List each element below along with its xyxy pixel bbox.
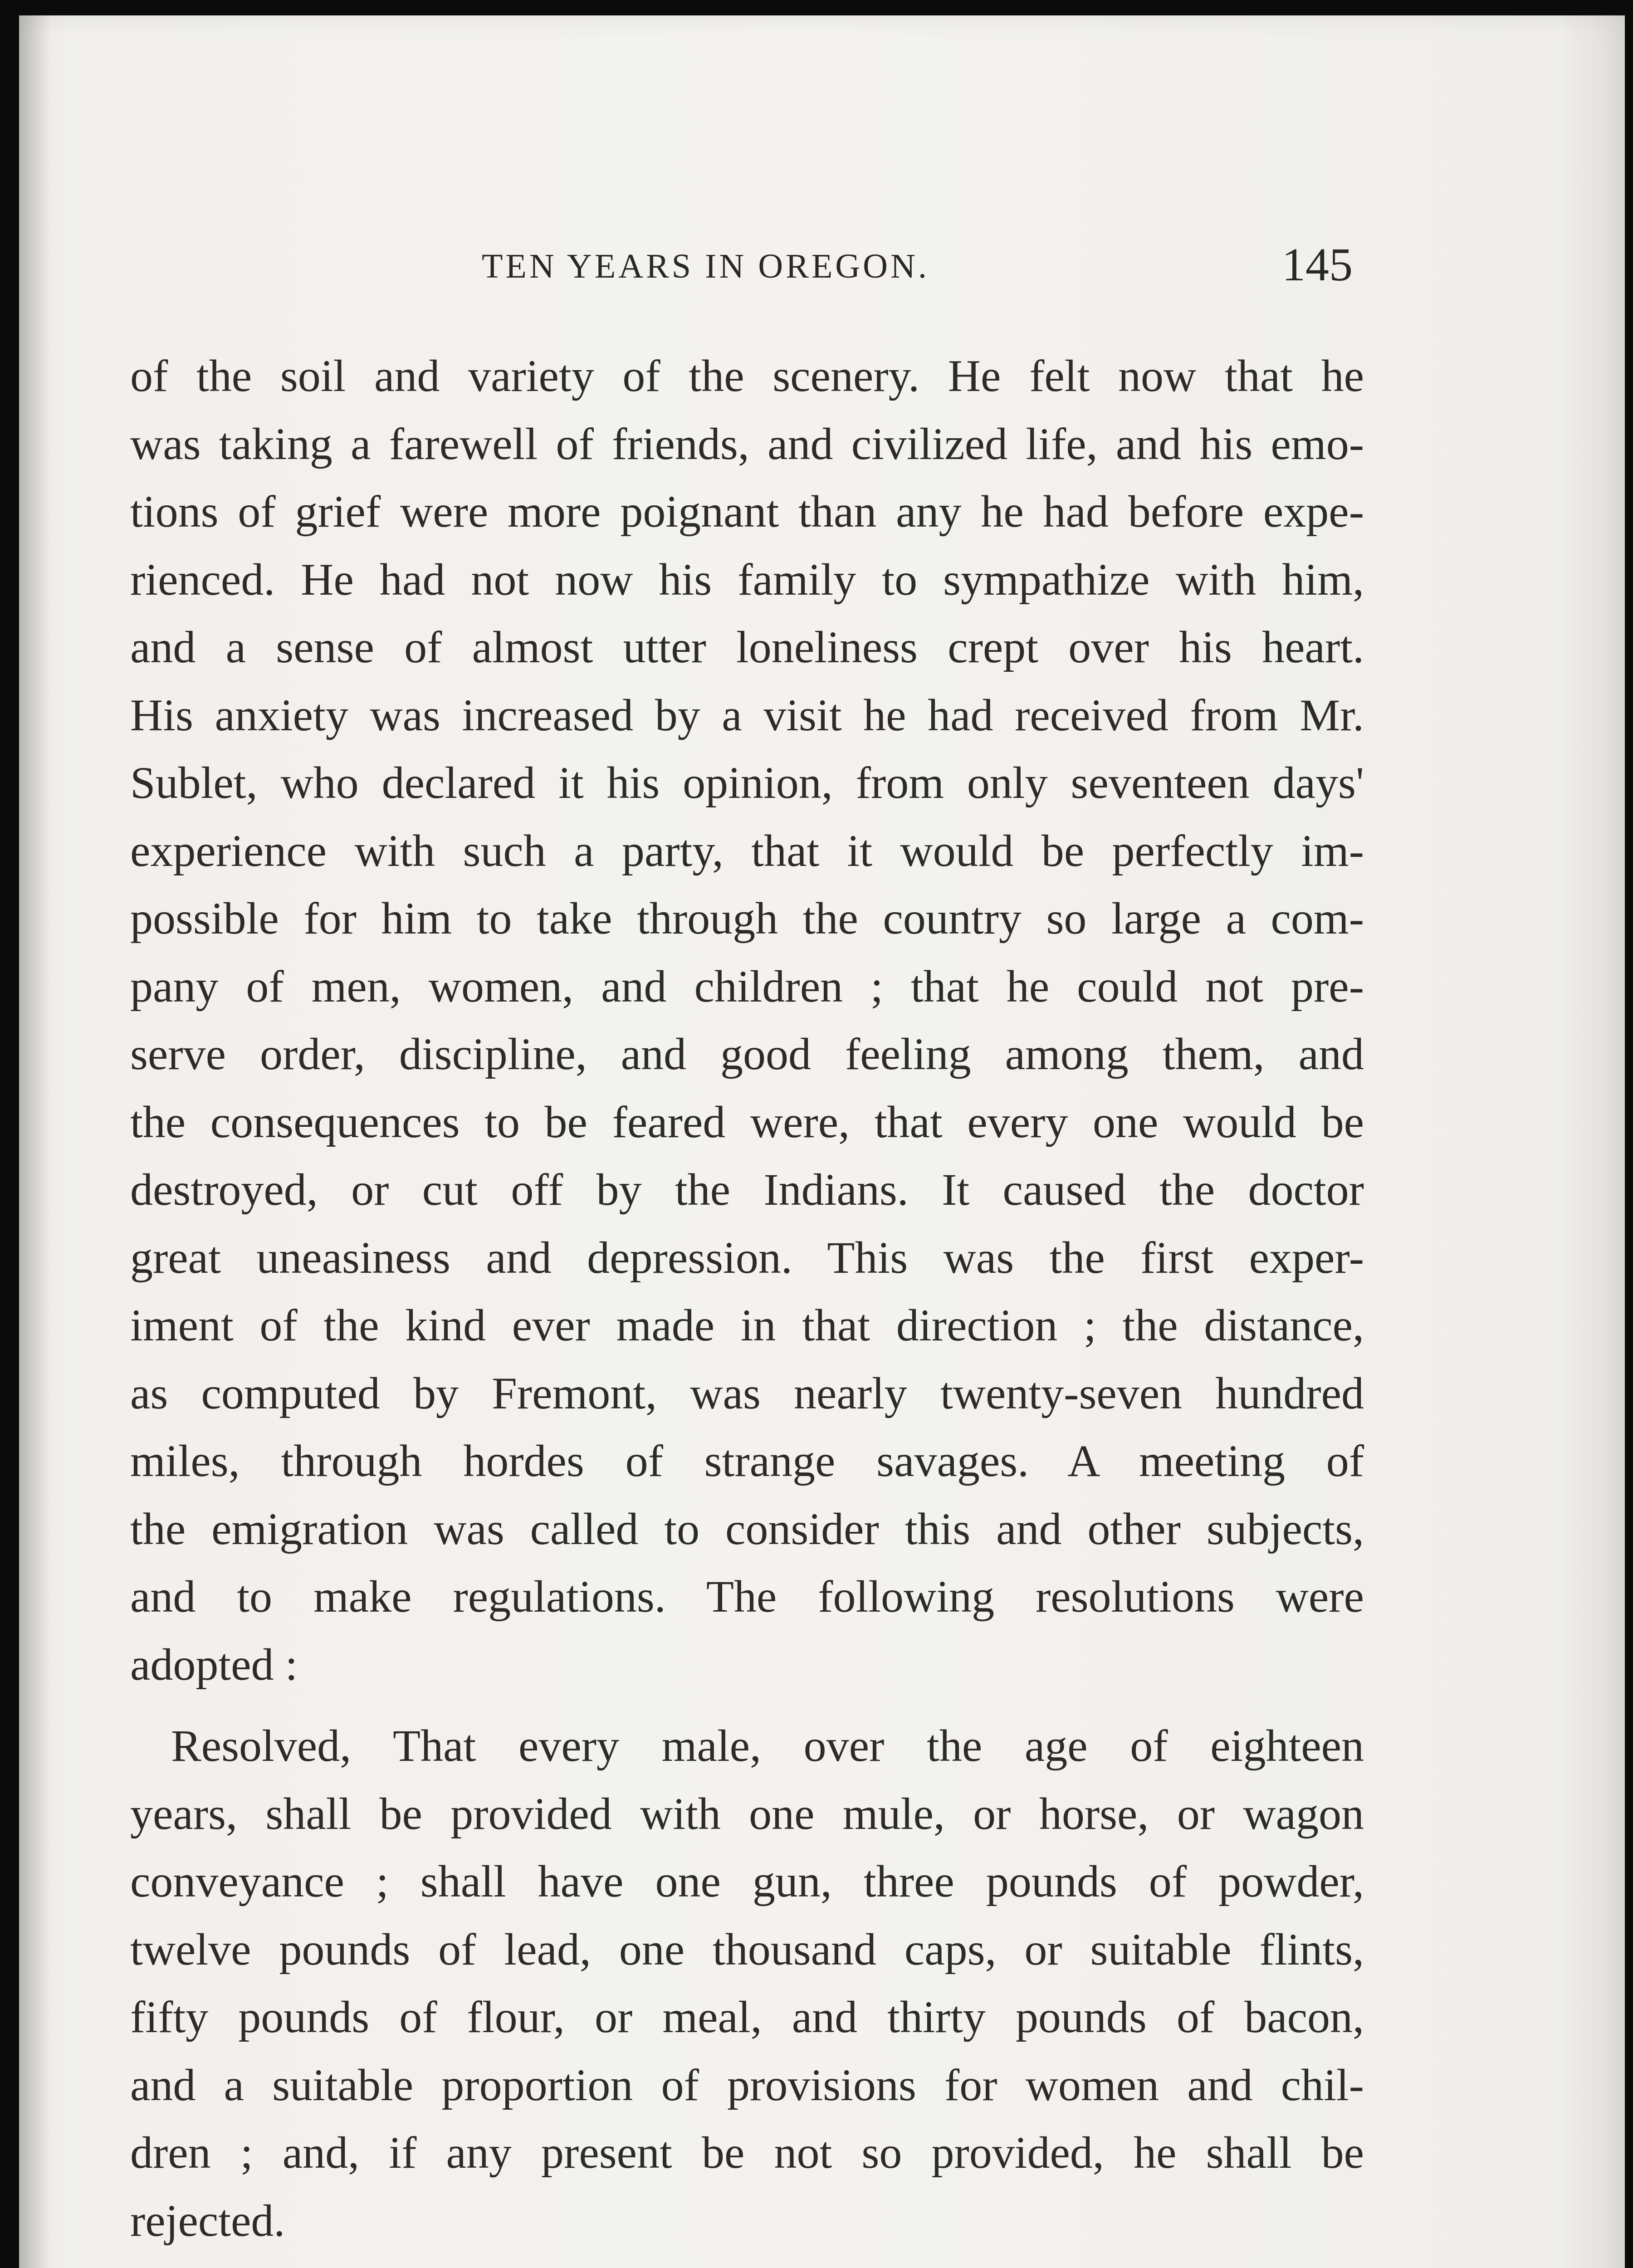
text-line: rejected. xyxy=(130,2195,285,2246)
text-line: tions of grief were more poignant than any he had before expe- xyxy=(130,486,1364,537)
page-number: 145 xyxy=(1282,239,1353,291)
paragraph xyxy=(130,1712,1364,2254)
text-line: experience with such a party, that it would be perfectly im- xyxy=(130,825,1364,876)
paragraph-container xyxy=(130,342,1364,2268)
text-line: fifty pounds of flour, or meal, and thirty pounds of bacon, xyxy=(130,1992,1364,2042)
text-line: of the soil and variety of the scenery. He felt now that he xyxy=(130,351,1364,401)
text-line: and a sense of almost utter loneliness crept over his heart. xyxy=(130,622,1364,672)
text-line: serve order, discipline, and good feeling among them, and xyxy=(130,1029,1364,1079)
text-line: destroyed, or cut off by the Indians. It caused the doctor xyxy=(130,1164,1364,1215)
body-text xyxy=(130,342,1364,2268)
running-head: TEN YEARS IN OREGON. xyxy=(482,247,929,285)
text-line: the consequences to be feared were, that every one would be xyxy=(130,1096,1364,1147)
text-line: possible for him to take through the country so large a com- xyxy=(130,893,1364,943)
text-line: adopted : xyxy=(130,1639,298,1690)
text-line: miles, through hordes of strange savages. A meeting of xyxy=(130,1436,1364,1486)
text-line: pany of men, women, and children ; that he could not pre- xyxy=(130,961,1364,1012)
text-line: the emigration was called to consider this and other subjects, xyxy=(130,1503,1364,1554)
text-line: iment of the kind ever made in that direction ; the distance, xyxy=(130,1300,1364,1350)
text-line: as computed by Fremont, was nearly twenty-seven hundred xyxy=(130,1368,1364,1418)
text-line: Sublet, who declared it his opinion, from only seventeen days' xyxy=(130,758,1364,808)
book-page xyxy=(19,15,1625,2268)
text-line: dren ; and, if any present be not so provided, he shall be xyxy=(130,2127,1364,2178)
text-line: years, shall be provided with one mule, or horse, or wagon xyxy=(130,1788,1364,1839)
text-line: great uneasiness and depression. This was the first exper- xyxy=(130,1232,1364,1283)
text-line: was taking a farewell of friends, and civilized life, and his emo- xyxy=(130,418,1364,469)
text-line: twelve pounds of lead, one thousand caps, or suitable flints, xyxy=(130,1924,1364,1975)
text-line: conveyance ; shall have one gun, three pounds of powder, xyxy=(130,1856,1364,1906)
paragraph xyxy=(130,342,1364,1698)
paragraph-gap xyxy=(130,1698,1364,1712)
paragraph-gap xyxy=(130,2254,1364,2268)
text-line: His anxiety was increased by a visit he had received from Mr. xyxy=(130,689,1364,740)
text-line: and a suitable proportion of provisions for women and chil- xyxy=(130,2059,1364,2110)
text-line: and to make regulations. The following resolutions were xyxy=(130,1571,1364,1622)
text-line: Resolved, That every male, over the age of eighteen xyxy=(171,1721,1364,1771)
spine-shadow xyxy=(19,15,51,2268)
text-line: rienced. He had not now his family to sympathize with him, xyxy=(130,554,1364,605)
